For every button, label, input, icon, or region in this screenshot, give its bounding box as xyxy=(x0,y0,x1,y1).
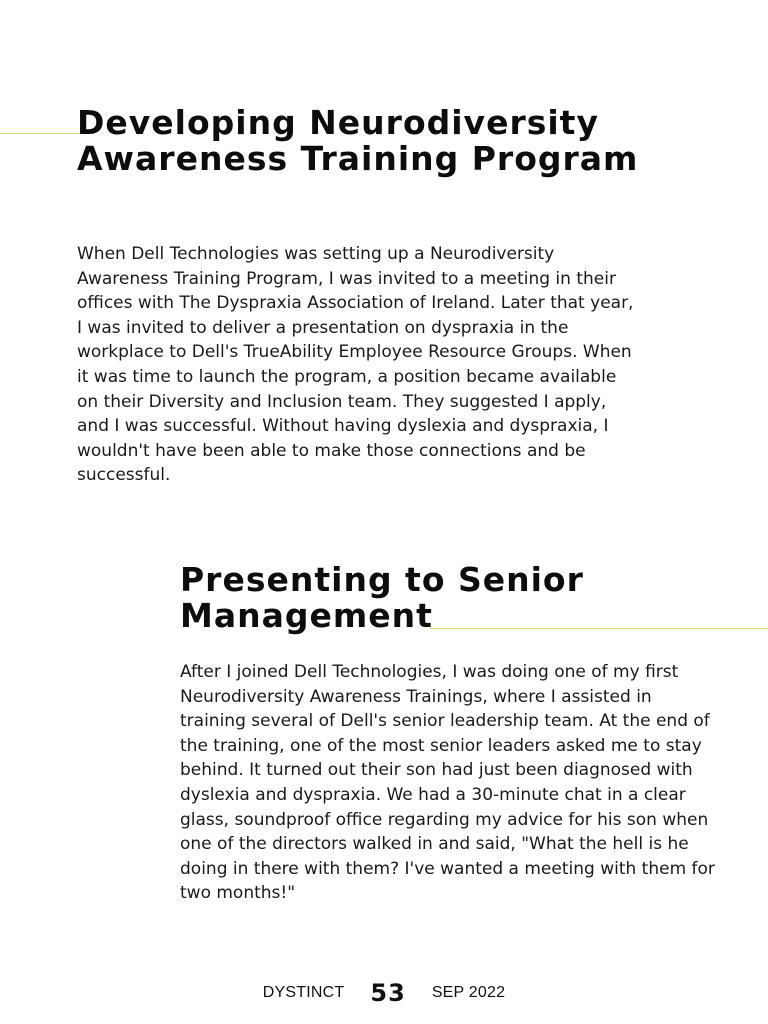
section-body-senior-management: After I joined Dell Technologies, I was doing one of my first Neurodiversity Awareness Trainings, where I assisted in training several of Dell's senior leadership team. At the end of the training, one of the most senior leaders asked me to stay behind. It turned out their son had just been diagnosed with dyslexia and dyspraxia. We had a 30-minute chat in a clear glass, soundproof office regarding my advice for his son when one of the directors walked in and said, "What the hell is he doing in there with them? I've wanted a meeting with them for two months!" xyxy=(180,662,715,904)
accent-rule-top xyxy=(0,133,80,134)
page-number: 53 xyxy=(370,979,406,1007)
section-heading-training-program: Developing Neurodiversity Awareness Training Program xyxy=(77,103,639,178)
section-body-training-program: When Dell Technologies was setting up a Neurodiversity Awareness Training Program, I was invited to a meeting in their offices with The Dyspraxia Association of Ireland. Later that year, I was invited to deliver a presentation on dyspraxia in the workplace to Dell's TrueAbility Employee Resource Groups. When it was time to launch the program, a position became available on their Diversity and Inclusion team. They suggested I apply, and I was successful. Without having dyslexia and dyspraxia, I wouldn't have been able to make those connections and be successful. xyxy=(77,244,634,486)
footer-brand: DYSTINCT xyxy=(262,984,345,1001)
footer-date: SEP 2022 xyxy=(431,984,506,1001)
page-footer xyxy=(0,978,768,1008)
section-heading-senior-management: Presenting to Senior Management xyxy=(180,560,584,635)
